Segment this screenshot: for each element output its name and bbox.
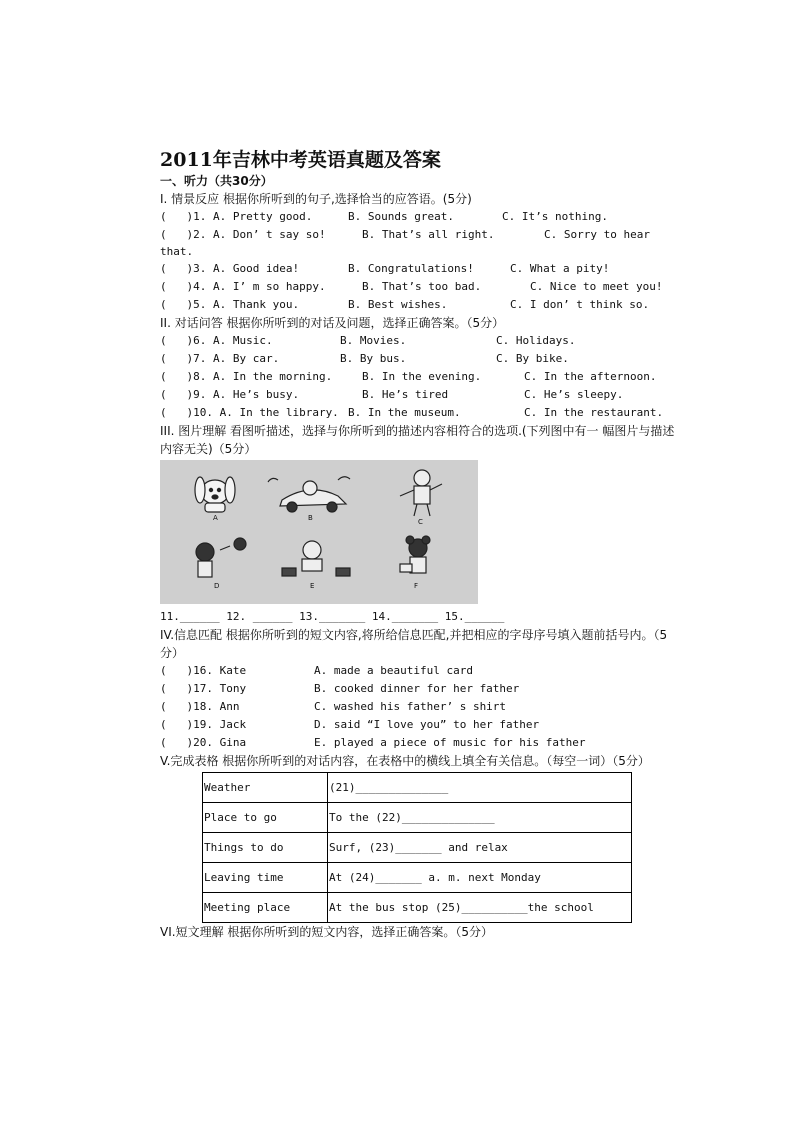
table-value: To the (22)______________ bbox=[328, 803, 632, 833]
option-c: C. By bike. bbox=[496, 352, 569, 365]
question-stem: ( )3. A. Good idea! bbox=[160, 262, 300, 275]
question-row bbox=[160, 278, 680, 296]
table-row bbox=[203, 833, 632, 863]
option-b: B. That’s too bad. bbox=[362, 280, 482, 293]
question-stem: ( )8. A. In the morning. bbox=[160, 370, 333, 383]
section-3-heading: III. 图片理解 看图听描述，选择与你所听到的描述内容相符合的选项.(下列图中有一 幅图片与描述内容无关)（5分） bbox=[160, 424, 675, 456]
table-label: Weather bbox=[203, 773, 328, 803]
match-row bbox=[160, 716, 680, 734]
option-b: B. That’s all right. bbox=[362, 228, 495, 241]
match-row bbox=[160, 662, 680, 680]
table-value: At (24)_______ a. m. next Monday bbox=[328, 863, 632, 893]
picture-label-c: C bbox=[418, 518, 423, 526]
picture-e-boy bbox=[282, 541, 350, 576]
table-row bbox=[203, 803, 632, 833]
question-stem: ( )1. A. Pretty good. bbox=[160, 210, 313, 223]
picture-b-car bbox=[268, 477, 350, 512]
table-label: Meeting place bbox=[203, 893, 328, 923]
question-row bbox=[160, 208, 680, 226]
section-1-heading: I. 情景反应 根据你所听到的句子,选择恰当的应答语。(5分) bbox=[160, 192, 472, 206]
match-person: ( )18. Ann bbox=[160, 700, 240, 713]
option-c: C. It’s nothing. bbox=[502, 210, 608, 223]
section-1-questions bbox=[160, 208, 680, 314]
picture-label-d: D bbox=[214, 582, 220, 590]
question-row bbox=[160, 350, 680, 368]
question-row bbox=[160, 404, 680, 422]
match-option: A. made a beautiful card bbox=[314, 664, 473, 677]
section-2-heading: II. 对话问答 根据你所听到的对话及问题，选择正确答案。（5分） bbox=[160, 316, 505, 330]
question-stem: ( )2. A. Don’ t say so! bbox=[160, 228, 326, 241]
table-value: (21)______________ bbox=[328, 773, 632, 803]
match-option: E. played a piece of music for his father bbox=[314, 736, 586, 749]
option-b: B. In the evening. bbox=[362, 370, 482, 383]
picture-f-reader bbox=[400, 536, 430, 573]
section-4-heading: IV.信息匹配 根据你所听到的短文内容,将所给信息匹配,并把相应的字母序号填入题前括号内。（5分） bbox=[160, 628, 668, 660]
question-stem: ( )9. A. He’s busy. bbox=[160, 388, 300, 401]
option-b: B. Congratulations! bbox=[348, 262, 474, 275]
table-value: Surf, (23)_______ and relax bbox=[328, 833, 632, 863]
question-row bbox=[160, 226, 680, 244]
option-b: B. In the museum. bbox=[348, 406, 461, 419]
question-stem: ( )6. A. Music. bbox=[160, 334, 273, 347]
picture-a-dog bbox=[195, 477, 235, 512]
section-6-heading: VI.短文理解 根据你所听到的短文内容，选择正确答案。（5分） bbox=[160, 925, 494, 939]
picture-label-e: E bbox=[310, 582, 315, 590]
option-c: C. He’s sleepy. bbox=[524, 388, 624, 401]
match-person: ( )20. Gina bbox=[160, 736, 247, 749]
table-value: At the bus stop (25)__________the school bbox=[328, 893, 632, 923]
table-row bbox=[203, 893, 632, 923]
match-option: C. washed his father’ s shirt bbox=[314, 700, 507, 713]
section-5-heading: V.完成表格 根据你所听到的对话内容，在表格中的横线上填全有关信息。（每空一词）（5分） bbox=[160, 754, 650, 768]
option-c: C. What a pity! bbox=[510, 262, 610, 275]
picture-label-f: F bbox=[414, 582, 419, 590]
option-c: C. In the afternoon. bbox=[524, 370, 657, 383]
option-b: B. Best wishes. bbox=[348, 298, 448, 311]
section-4-matching bbox=[160, 662, 680, 752]
question-stem: ( )7. A. By car. bbox=[160, 352, 280, 365]
part-heading-listening: 一、听力（共30分） bbox=[160, 174, 273, 188]
info-table bbox=[202, 772, 632, 923]
picture-panel bbox=[160, 460, 478, 604]
table-label: Things to do bbox=[203, 833, 328, 863]
table-label: Place to go bbox=[203, 803, 328, 833]
option-b: B. Sounds great. bbox=[348, 210, 454, 223]
question-stem: ( )10. A. In the library. bbox=[160, 406, 339, 419]
exam-page bbox=[160, 148, 680, 941]
match-row bbox=[160, 698, 680, 716]
picture-d-girl bbox=[196, 538, 246, 577]
table-row bbox=[203, 863, 632, 893]
section-2-questions bbox=[160, 332, 680, 422]
question-continuation: that. bbox=[160, 245, 194, 258]
answer-blanks: 11.______ 12. ______ 13._______ 14._______ 15.______ bbox=[160, 610, 505, 623]
question-stem: ( )4. A. I’ m so happy. bbox=[160, 280, 326, 293]
picture-label-a: A bbox=[213, 514, 218, 522]
option-c: C. Holidays. bbox=[496, 334, 576, 347]
match-person: ( )16. Kate bbox=[160, 664, 247, 677]
match-person: ( )19. Jack bbox=[160, 718, 247, 731]
match-option: B. cooked dinner for her father bbox=[314, 682, 520, 695]
question-row bbox=[160, 260, 680, 278]
match-row bbox=[160, 734, 680, 752]
picture-label-b: B bbox=[308, 514, 313, 522]
question-row bbox=[160, 296, 680, 314]
option-c: C. I don’ t think so. bbox=[510, 298, 650, 311]
question-stem: ( )5. A. Thank you. bbox=[160, 298, 300, 311]
page-title: 2011年吉林中考英语真题及答案 bbox=[160, 149, 441, 171]
question-row bbox=[160, 386, 680, 404]
option-c: C. In the restaurant. bbox=[524, 406, 664, 419]
picture-illustrations bbox=[160, 460, 478, 604]
option-c: C. Sorry to hear bbox=[544, 228, 650, 241]
option-b: B. He’s tired bbox=[362, 388, 449, 401]
match-row bbox=[160, 680, 680, 698]
option-b: B. By bus. bbox=[340, 352, 407, 365]
question-row bbox=[160, 332, 680, 350]
option-b: B. Movies. bbox=[340, 334, 407, 347]
table-row bbox=[203, 773, 632, 803]
table-label: Leaving time bbox=[203, 863, 328, 893]
question-row bbox=[160, 368, 680, 386]
option-c: C. Nice to meet you! bbox=[530, 280, 663, 293]
picture-c-player bbox=[400, 470, 442, 516]
match-option: D. said “I love you” to her father bbox=[314, 718, 540, 731]
match-person: ( )17. Tony bbox=[160, 682, 247, 695]
